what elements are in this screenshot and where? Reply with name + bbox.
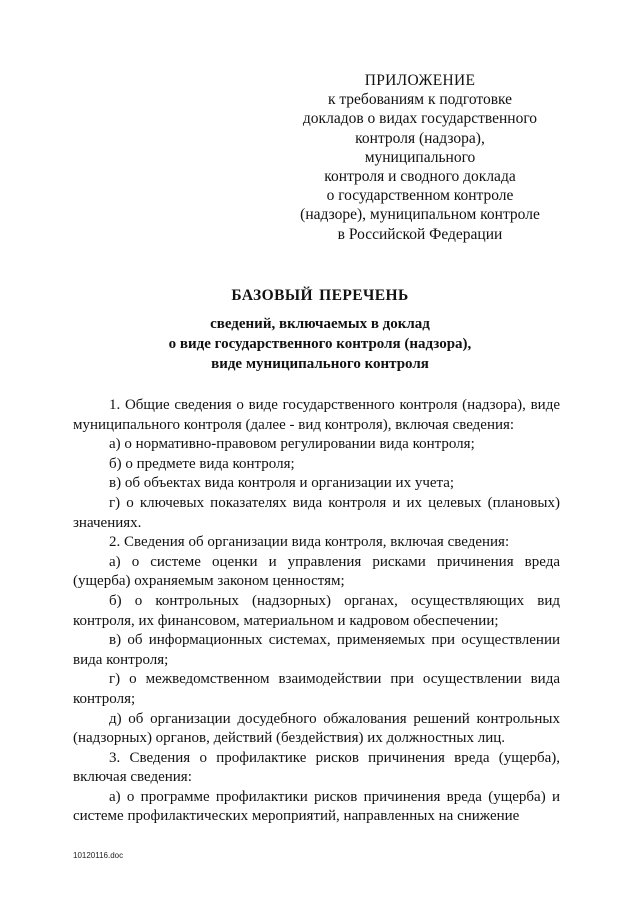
document-subtitle	[70, 314, 570, 374]
list-item: д) об организации досудебного обжалования решений контрольных (надзорных) органов, действий (бездействия) их должностных лиц.	[73, 710, 560, 747]
list-item: в) об объектах вида контроля и организации их учета;	[109, 475, 455, 492]
list-item: а) о нормативно-правовом регулировании вида контроля;	[109, 436, 475, 453]
section-paragraph: 1. Общие сведения о виде государственного контроля (надзора), виде муниципального контроля (далее - вид контроля), включая сведения:	[73, 397, 560, 433]
list-item: г) о ключевых показателях вида контроля и их целевых (плановых) значениях.	[73, 494, 560, 531]
list-item: а) о системе оценки и управления рисками причинения вреда (ущерба) охраняемым законом ценностям;	[73, 553, 560, 590]
appendix-title: ПРИЛОЖЕНИЕ	[364, 72, 476, 89]
appendix-block	[300, 71, 540, 244]
document-title: БАЗОВЫЙ ПЕРЕЧЕНЬ	[231, 287, 409, 304]
appendix-line: контроля (надзора), муниципального	[355, 129, 485, 166]
appendix-line: контроля и сводного доклада	[324, 168, 516, 186]
section-paragraph: 3. Сведения о профилактике рисков причинения вреда (ущерба), включая сведения:	[73, 749, 560, 786]
subtitle-line: сведений, включаемых в доклад	[210, 316, 430, 332]
appendix-line: (надзоре), муниципальном контроле	[300, 206, 540, 224]
list-item: б) о контрольных (надзорных) органах, осуществляющих вид контроля, их финансовом, материальном и кадровом обеспечении;	[73, 592, 560, 629]
list-item: г) о межведомственном взаимодействии при осуществлении вида контроля;	[73, 671, 560, 707]
subtitle-line: виде муниципального контроля	[211, 356, 429, 372]
footer-filename: 10120116.doc	[73, 851, 124, 860]
list-item: в) об информационных системах, применяемых при осуществлении вида контроля;	[73, 632, 560, 668]
list-item: а) о программе профилактики рисков причинения вреда (ущерба) и системе профилактических мероприятий, направленных на снижение	[73, 788, 560, 825]
subtitle-line: о виде государственного контроля (надзора),	[168, 336, 472, 352]
appendix-line: докладов о видах государственного	[302, 110, 538, 128]
section-paragraph: 2. Сведения об организации вида контроля, включая сведения:	[109, 534, 510, 551]
appendix-line: к требованиям к подготовке	[327, 91, 513, 109]
appendix-line: в Российской Федерации	[337, 225, 503, 243]
document-body	[73, 396, 560, 827]
appendix-line: о государственном контроле	[326, 187, 514, 205]
list-item: б) о предмете вида контроля;	[109, 455, 295, 472]
